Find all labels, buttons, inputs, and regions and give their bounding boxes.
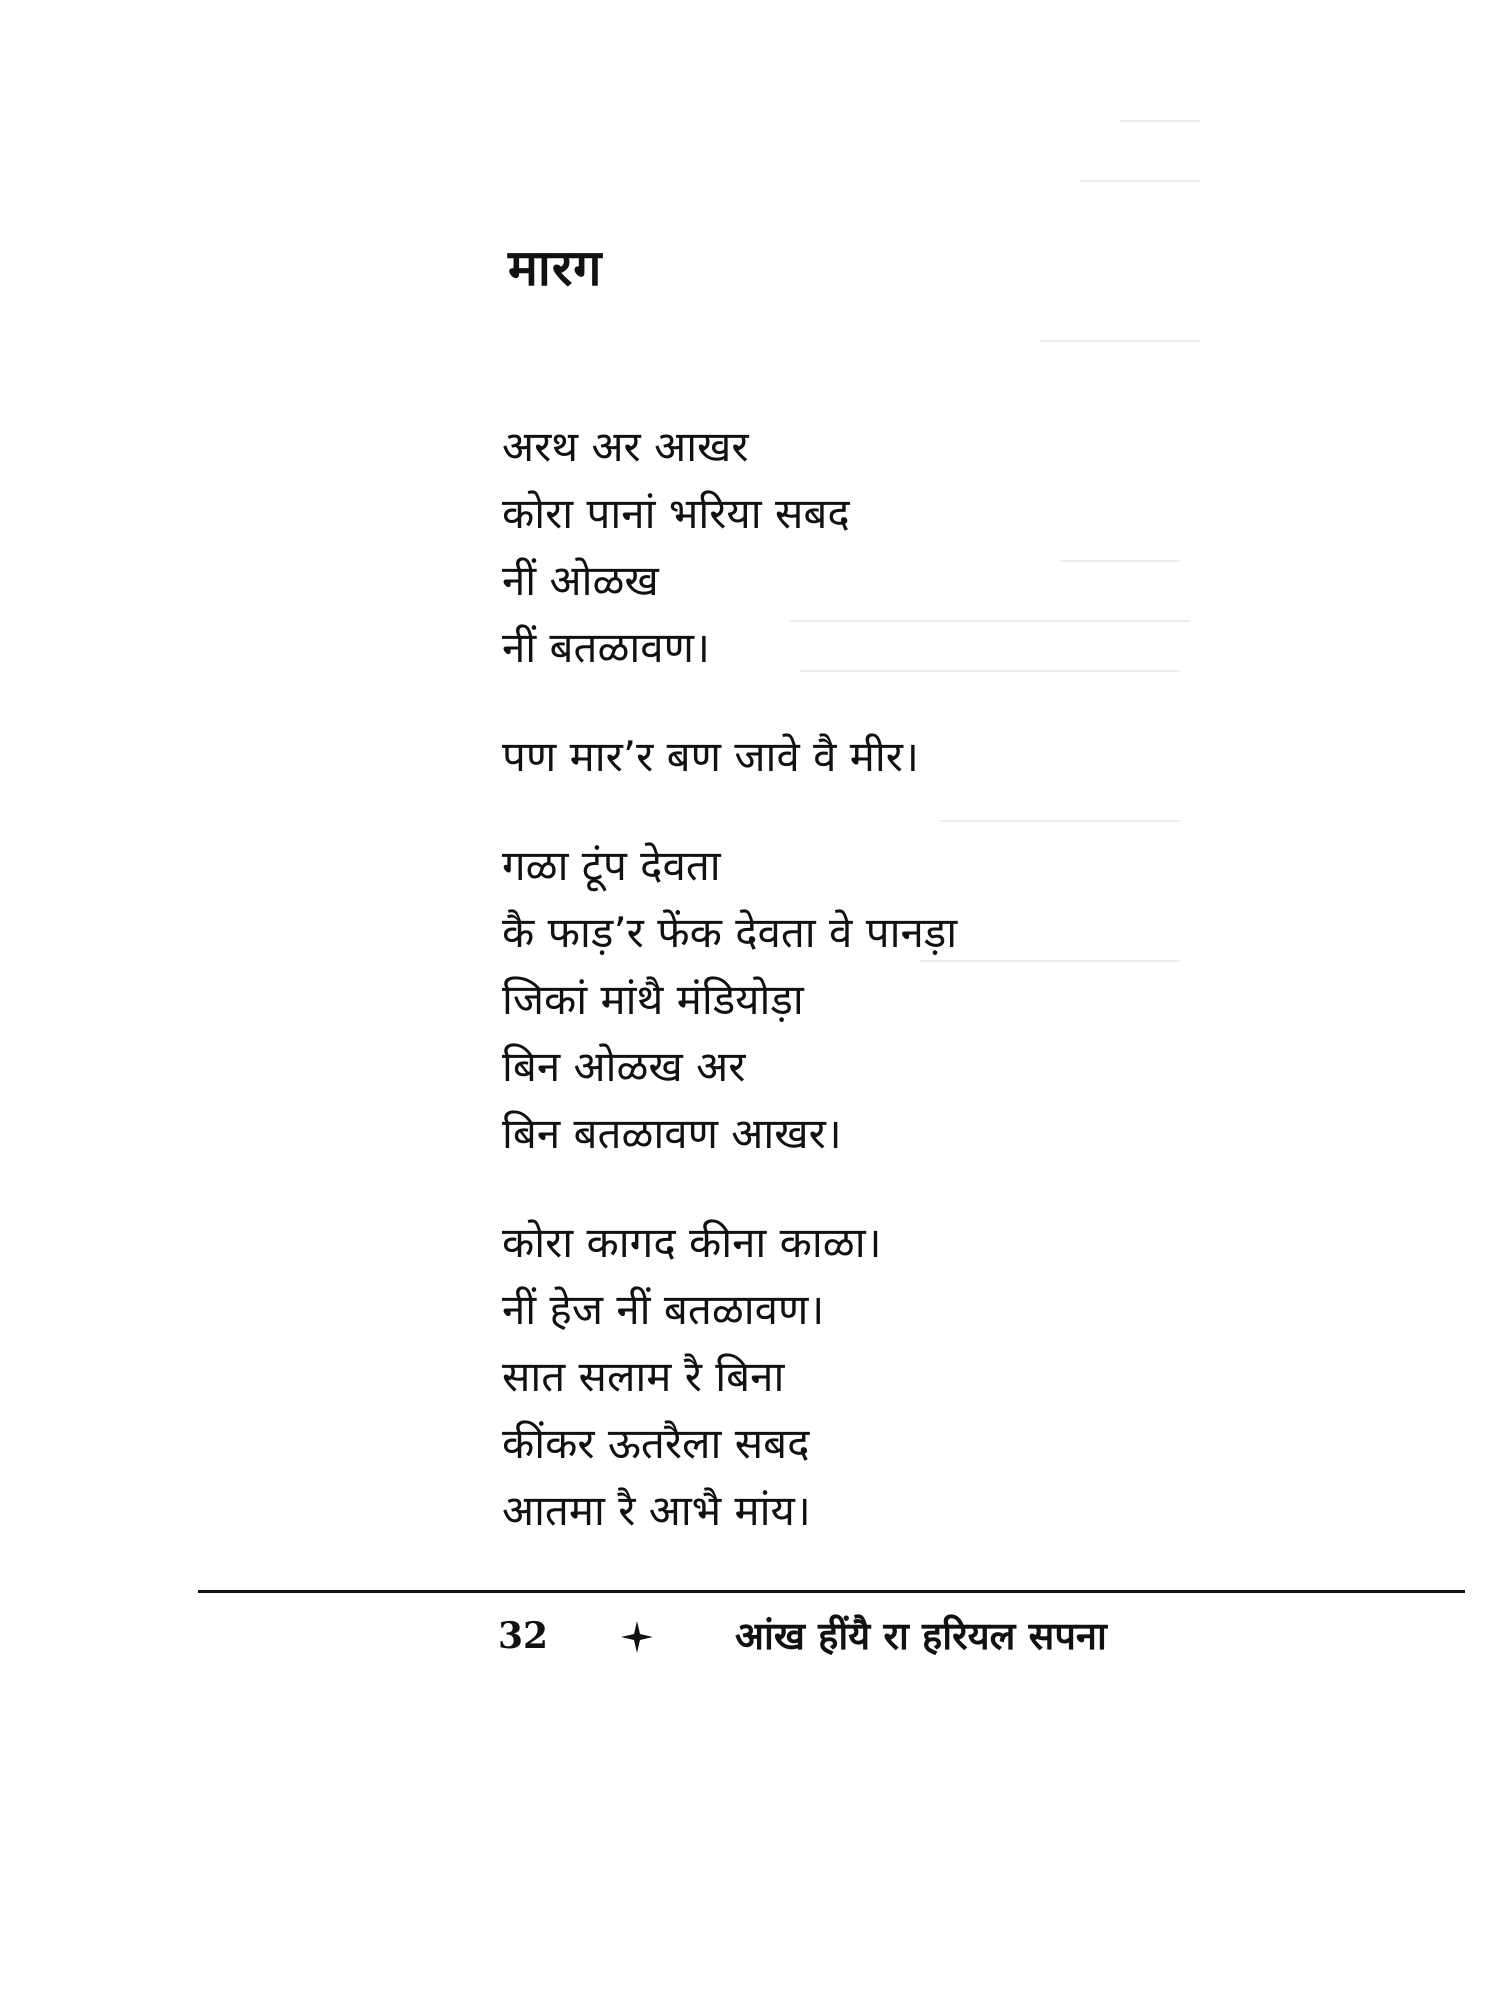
poem-line: कींकर ऊतरैला सबद <box>502 1419 810 1468</box>
poem-line: सात सलाम रै बिना <box>502 1352 785 1401</box>
stanza-4 <box>502 1209 1262 1544</box>
stanza-3 <box>502 832 1262 1167</box>
poem-line: पण मार’र बण जावे वै मीर। <box>502 732 919 781</box>
page-number: 32 <box>498 1615 549 1657</box>
poem-line: कोरा कागद कीना काळा। <box>502 1218 882 1267</box>
poem-line: आतमा रै आभै मांय। <box>502 1486 811 1535</box>
poem-line: नीं बतळावण। <box>502 623 710 672</box>
poem-line: बिन बतळावण आखर। <box>502 1109 842 1158</box>
star-icon <box>620 1620 654 1654</box>
running-book-title: आंख हींयै रा हरियल सपना <box>735 1614 1107 1658</box>
footer-divider <box>198 1590 1465 1593</box>
poem-title: मारग <box>508 239 603 297</box>
poem-line: गळा टूंप देवता <box>502 841 721 890</box>
poem-line: अरथ अर आखर <box>502 422 749 471</box>
poem-line: बिन ओळख अर <box>502 1042 746 1091</box>
poem-line: जिकां मांथै मंडियोड़ा <box>502 975 804 1024</box>
page-footer <box>0 1608 1500 1668</box>
stanza-2 <box>502 723 1262 790</box>
poem-line: नीं हेज नीं बतळावण। <box>502 1285 825 1334</box>
poem-body <box>502 413 1262 1544</box>
stanza-1 <box>502 413 1262 681</box>
poem-line: कोरा पानां भरिया सबद <box>502 489 850 538</box>
poem-line: कै फाड़’र फेंक देवता वे पानड़ा <box>502 908 958 957</box>
poem-line: नीं ओळख <box>502 556 659 605</box>
